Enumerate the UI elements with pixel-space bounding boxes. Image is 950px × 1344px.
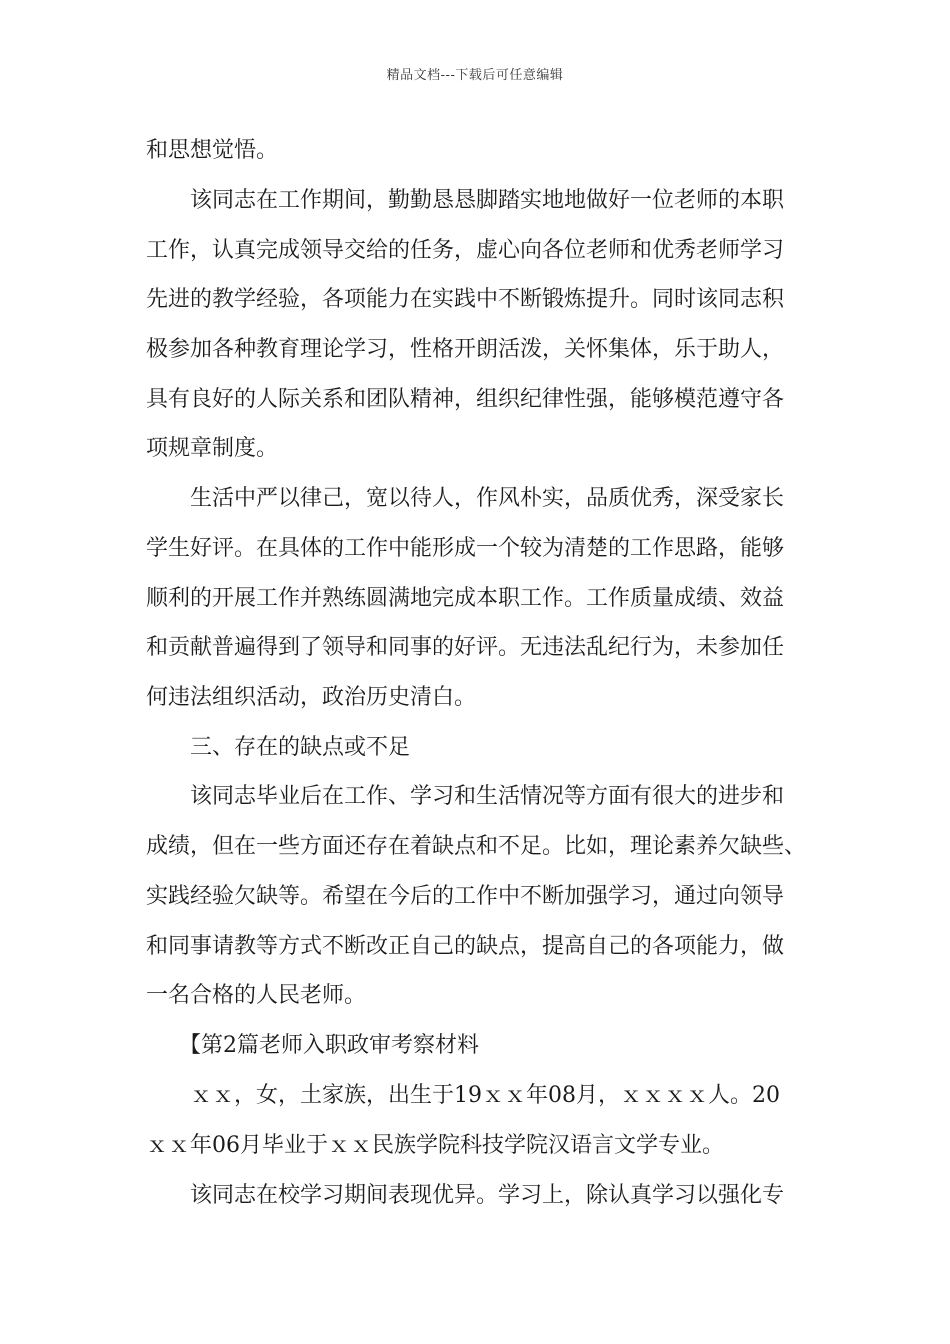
text-line: ｘｘ年06月毕业于ｘｘ民族学院科技学院汉语言文学专业。 [146,1133,724,1158]
text-line: 学生好评。在具体的工作中能形成一个较为清楚的工作思路，能够 [146,536,785,561]
text-line: 该同志毕业后在工作、学习和生活情况等方面有很大的进步和 [146,784,785,809]
text-line: 该同志在校学习期间表现优异。学习上，除认真学习以强化专 [146,1183,785,1208]
text-line: 顺利的开展工作并熟练圆满地完成本职工作。工作质量成绩、效益 [146,586,785,611]
text-line: 先进的教学经验，各项能力在实践中不断锻炼提升。同时该同志积 [146,287,785,312]
text-line: 一名合格的人民老师。 [146,983,367,1008]
section-heading: 三、存在的缺点或不足 [146,735,411,760]
text-line: 该同志在工作期间，勤勤恳恳脚踏实地地做好一位老师的本职 [146,188,785,213]
text-line: 成绩，但在一些方面还存在着缺点和不足。比如，理论素养欠缺些、 [146,834,807,859]
text-line: 和思想觉悟。 [146,138,279,163]
text-line: 工作，认真完成领导交给的任务，虚心向各位老师和优秀老师学习 [146,238,785,263]
text-line: 实践经验欠缺等。希望在今后的工作中不断加强学习，通过向领导 [146,884,785,909]
text-line: ｘｘ，女，土家族，出生于19ｘｘ年08月，ｘｘｘｘ人。20 [146,1083,780,1108]
text-line: 极参加各种教育理论学习，性格开朗活泼，关怀集体，乐于助人， [146,337,785,362]
text-line: 和贡献普遍得到了领导和同事的好评。无违法乱纪行为，未参加任 [146,635,785,660]
page-header: 精品文档---下载后可任意编辑 [386,68,564,83]
text-line: 和同事请教等方式不断改正自己的缺点，提高自己的各项能力，做 [146,934,785,959]
text-line: 何违法组织活动，政治历史清白。 [146,685,477,710]
text-line: 生活中严以律己，宽以待人，作风朴实，品质优秀，深受家长 [146,486,785,511]
text-line: 项规章制度。 [146,436,279,461]
article-title: 【第2篇老师入职政审考察材料 [146,1033,479,1058]
text-line: 具有良好的人际关系和团队精神，组织纪律性强，能够模范遵守各 [146,387,785,412]
